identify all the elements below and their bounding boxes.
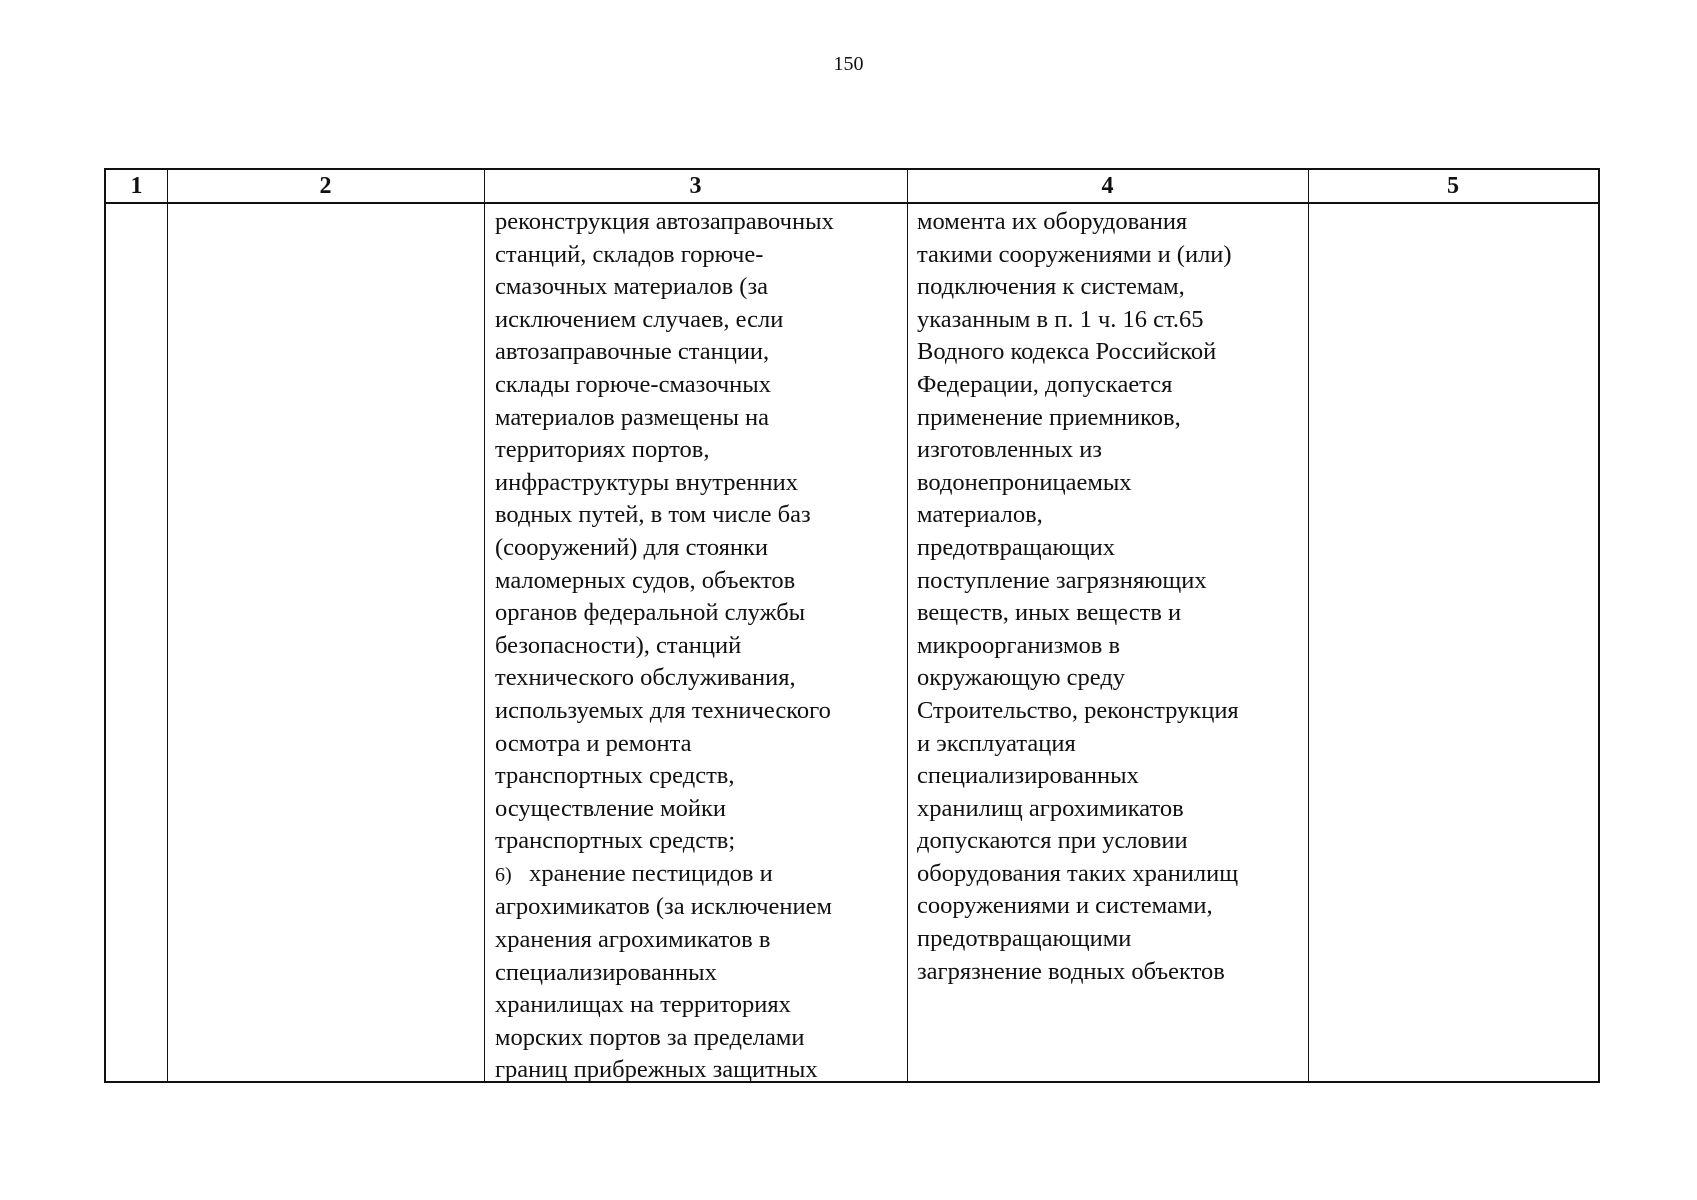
- text-line: сооружениями и системами,: [917, 892, 1213, 920]
- text-line: смазочных материалов (за: [495, 273, 768, 301]
- text-line: допускаются при условии: [917, 827, 1188, 855]
- text-line: Строительство, реконструкция: [917, 696, 1239, 724]
- column-divider: [484, 170, 485, 1081]
- text-line: предотвращающими: [917, 925, 1132, 953]
- header-cell-3: 3: [689, 173, 702, 199]
- text-line: реконструкция автозаправочных: [495, 208, 834, 235]
- text-line: окружающую среду: [917, 664, 1126, 692]
- text-line: и эксплуатация: [917, 729, 1076, 757]
- text-line: специализированных: [917, 762, 1139, 790]
- text-line: материалов,: [917, 501, 1043, 529]
- text-line: применение приемников,: [917, 403, 1181, 431]
- header-cell-2: 2: [319, 173, 332, 199]
- text-line: транспортных средств;: [495, 827, 736, 855]
- document-table: [104, 168, 1600, 1083]
- text-line: осмотра и ремонта: [495, 729, 692, 757]
- text-line: органов федеральной службы: [495, 599, 806, 627]
- cell-col-3: [495, 206, 834, 1087]
- column-divider: [1308, 170, 1309, 1081]
- text-line: (сооружений) для стоянки: [495, 533, 769, 561]
- column-divider: [167, 170, 168, 1081]
- text-line: веществ, иных веществ и: [917, 599, 1182, 627]
- text-line: осуществление мойки: [495, 794, 727, 822]
- text-line: такими сооружениями и (или): [917, 240, 1232, 268]
- text-line: склады горюче-смазочных: [495, 370, 771, 398]
- text-line: хранения агрохимикатов в: [495, 926, 771, 954]
- text-line: загрязнение водных объектов: [917, 957, 1225, 985]
- table-header-row: [106, 170, 1598, 204]
- text-line: автозаправочные станции,: [495, 338, 770, 366]
- text-line: Водного кодекса Российской: [917, 338, 1217, 366]
- text-line: исключением случаев, если: [495, 305, 784, 333]
- text-line: материалов размещены на: [495, 403, 770, 431]
- text-line: территориях портов,: [495, 436, 710, 464]
- header-cell-1: 1: [130, 173, 143, 199]
- cell-col-4: [917, 206, 1239, 988]
- text-line: предотвращающих: [917, 533, 1115, 561]
- text-line: указанным в п. 1 ч. 16 ст.65: [917, 305, 1204, 333]
- text-line: морских портов за пределами: [495, 1023, 805, 1051]
- header-cell-5: 5: [1447, 173, 1459, 199]
- text-line: транспортных средств,: [495, 762, 735, 790]
- text-line: инфраструктуры внутренних: [495, 468, 798, 496]
- item-text: хранение пестицидов и: [529, 859, 773, 887]
- text-line: оборудования таких хранилищ: [917, 859, 1239, 887]
- header-cell-4: 4: [1101, 173, 1114, 199]
- text-line: хранилищах на территориях: [495, 991, 791, 1019]
- text-line: момента их оборудования: [917, 208, 1188, 235]
- text-line: микроорганизмов в: [917, 631, 1121, 659]
- text-line: Федерации, допускается: [917, 370, 1173, 398]
- column-divider: [907, 170, 908, 1081]
- text-line: технического обслуживания,: [495, 664, 796, 692]
- text-line: используемых для технического: [495, 696, 831, 724]
- text-line: водонепроницаемых: [917, 468, 1132, 496]
- text-line: водных путей, в том числе баз: [495, 501, 811, 529]
- list-item-6: [495, 858, 834, 892]
- text-line: станций, складов горюче-: [495, 240, 764, 268]
- text-line: безопасности), станций: [495, 631, 742, 659]
- text-line: хранилищ агрохимикатов: [917, 794, 1184, 822]
- text-line: границ прибрежных защитных: [495, 1056, 818, 1084]
- text-line: специализированных: [495, 958, 717, 986]
- text-line: изготовленных из: [917, 436, 1102, 464]
- text-line: маломерных судов, объектов: [495, 566, 796, 594]
- item-number: 6): [495, 863, 512, 886]
- text-line: поступление загрязняющих: [917, 566, 1207, 594]
- text-line: подключения к системам,: [917, 273, 1185, 301]
- page-number: 150: [833, 53, 864, 75]
- text-line: агрохимикатов (за исключением: [495, 893, 833, 921]
